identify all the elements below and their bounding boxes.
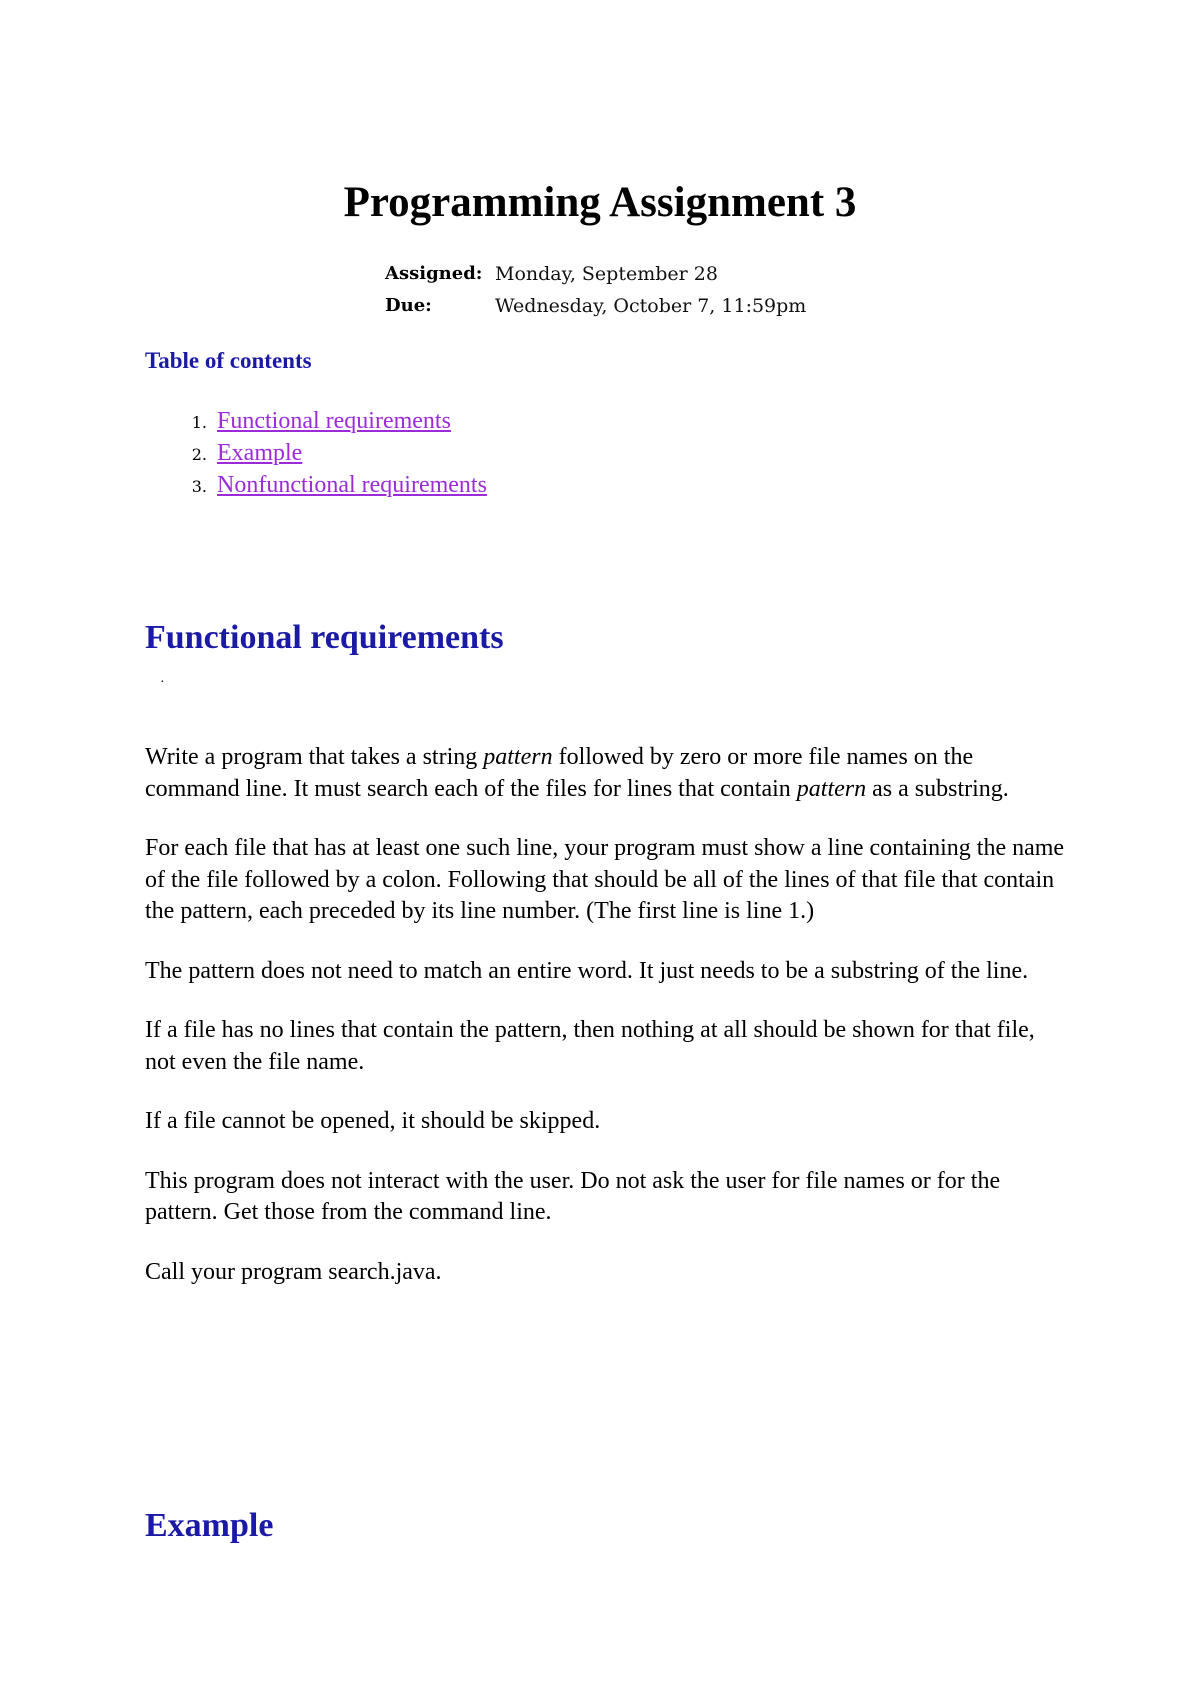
functional-requirements-body: [145, 742, 1065, 1316]
paragraph: Call your program search.java.: [145, 1258, 442, 1285]
toc-link-example[interactable]: Example: [217, 440, 303, 466]
toc-link-nonfunctional-requirements[interactable]: Nonfunctional requirements: [217, 472, 487, 498]
section-heading-example: Example: [145, 1507, 274, 1544]
assigned-value: Monday, September 28: [495, 263, 718, 285]
text-run: followed by zero or more file names on the command line. It must search each of the files for lines that contain: [145, 744, 974, 802]
toc-item: [145, 438, 487, 470]
table-of-contents: [145, 406, 487, 502]
toc-item: [145, 470, 487, 502]
page-title: Programming Assignment 3: [343, 179, 857, 226]
text-run: as a substring.: [866, 775, 1009, 802]
paragraph: [145, 742, 1065, 805]
assigned-label: Assigned:: [385, 263, 483, 284]
toc-item-number: 2.: [191, 445, 207, 464]
toc-item-number: 3.: [191, 477, 207, 496]
assignment-dates: [385, 258, 806, 322]
bullet-dot: ·: [160, 675, 165, 690]
paragraph: This program does not interact with the user. Do not ask the user for file names or for the pattern. Get those from the command line.: [145, 1167, 1001, 1225]
emphasis-pattern: pattern: [796, 775, 867, 802]
toc-heading: Table of contents: [145, 348, 312, 373]
due-label: Due:: [385, 295, 432, 316]
due-row: [385, 290, 806, 322]
assigned-row: [385, 258, 806, 290]
paragraph: For each file that has at least one such line, your program must show a line containing the name of the file followed by a colon. Following that should be all of the lines of that file that contain the pattern, each preceded by its line number. (The first line is line 1.): [145, 835, 1065, 924]
text-run: Write a program that takes a string: [145, 744, 484, 770]
paragraph: The pattern does not need to match an entire word. It just needs to be a substring of the line.: [145, 957, 1029, 984]
toc-link-functional-requirements[interactable]: Functional requirements: [217, 408, 451, 434]
toc-item: [145, 406, 487, 438]
paragraph: If a file has no lines that contain the pattern, then nothing at all should be shown for that file, not even the file name.: [145, 1017, 1035, 1075]
toc-item-number: 1.: [191, 413, 207, 432]
section-heading-functional-requirements: Functional requirements: [145, 619, 504, 656]
paragraph: If a file cannot be opened, it should be skipped.: [145, 1108, 601, 1134]
emphasis-pattern: pattern: [483, 744, 553, 770]
due-value: Wednesday, October 7, 11:59pm: [495, 295, 807, 317]
